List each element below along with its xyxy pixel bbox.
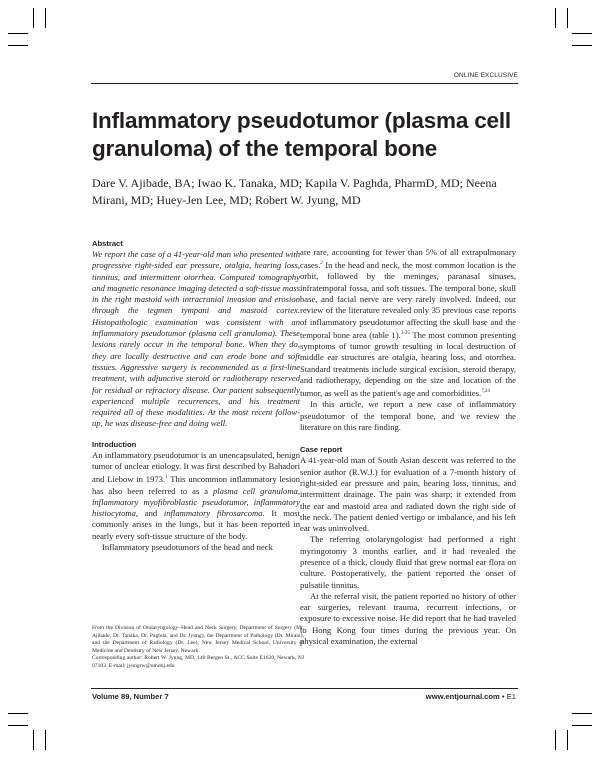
text-run: are rare, accounting for fewer than 5% of all extrapulmonary cases. xyxy=(300,247,516,271)
crop-mark xyxy=(33,8,34,28)
case-report-heading: Case report xyxy=(300,445,343,455)
text-run: The most common presenting symptoms of tumor growth resulting in local destruction of middle ear structures are otalgia, hearing loss, and otorrhea. Standard treatments include surgical excision, steroid therapy, and radiotherapy, depending on the size and location of the tumor, as well as the patient's age and comorbidities. xyxy=(300,329,516,399)
section-label: ONLINE EXCLUSIVE xyxy=(453,72,518,79)
crop-mark xyxy=(8,725,28,726)
citation-ref: 2 xyxy=(320,261,323,267)
body-paragraph: In this article, we report a new case of inflammatory pseudotumor of the temporal bone, and we review the literature on this rare finding. xyxy=(300,399,516,433)
page-number: E1 xyxy=(506,692,516,701)
abstract-text: We report the case of a 41-year-old man who presented with progressive right-sided ear pressure, otalgia, hearing loss, tinnitus, and intermittent otorrhea. Computed tomography and magnetic resonance imaging detected a soft-tissue mass in the right mastoid with intracranial invasion and erosion through the tegmen tympani and mastoid cortex. Histopathologic examination was consistent with an inflammatory pseudotumor (plasma cell granuloma). These lesions rarely occur in the temporal bone. When they do, they are locally destructive and can erode bone and soft tissues. Aggressive surgery is recommended as a first-line treatment, with adjunctive steroid or radiotherapy reserved for residual or refractory disease. Our patient subsequently experienced multiple recurrences, and his treatment required all of these modalities. At the most recent follow-up, he was disease-free and doing well. xyxy=(92,249,300,429)
journal-website: www.entjournal.com xyxy=(425,692,500,701)
case-paragraph: A 41-year-old man of South Asian descent was referred to the senior author (R.W.J.) for evaluation of a 7-month history of right-sided ear pressure and pain, hearing loss, tinnitus, and intermittent drainage. The pain was sharp; it extended from the ear and mastoid area and radiated down the right side of the neck. The patient denied vertigo or imbalance, and his left ear was uninvolved. xyxy=(300,455,516,534)
bullet-separator: • xyxy=(501,692,505,701)
abstract-heading: Abstract xyxy=(92,239,123,248)
crop-mark xyxy=(567,730,568,750)
affiliation-text: From the Division of Otolaryngology–Head and Neck Surgery, Department of Surgery (Mr. Ajibade, Dr. Tanaka, Dr. Paghda, and Dr. Jyung), the Department of Pathology (Dr. Mirani), and the Department of Radiology (Dr. Lee), New Jersey Medical School, University of Medicine and Dentistry of New Jersey, Newark. xyxy=(92,625,304,654)
text-run: and xyxy=(138,508,164,519)
crop-mark xyxy=(572,713,592,714)
corresponding-author: Corresponding author: Robert W. Jyung, MD, 140 Bergen St., ACC Suite E1620, Newark, NJ 07103. E-mail: jyungrw@umdnj.edu xyxy=(92,655,304,669)
author-list: Dare V. Ajibade, BA; Iwao K. Tanaka, MD; Kapila V. Paghda, PharmD, MD; Neena Mirani, MD; Huey-Jen Lee, MD; Robert W. Jyung, MD xyxy=(92,176,497,207)
crop-mark xyxy=(567,8,568,28)
article-title: Inflammatory pseudotumor (plasma cell granuloma) of the temporal bone xyxy=(92,108,511,161)
crop-mark xyxy=(572,725,592,726)
citation-ref: 3-25 xyxy=(400,330,410,336)
author-affiliation xyxy=(92,625,304,671)
left-column xyxy=(92,238,300,553)
italic-term: plasma cell granuloma, inflammatory myofibroblastic pseudotumor, inflammatory histiocytoma, xyxy=(92,485,300,519)
footer-page-info xyxy=(426,692,516,701)
introduction-paragraph: Inflammatory pseudotumors of the head and neck xyxy=(102,541,273,552)
text-run: An inflammatory pseudotumor is an unencapsulated, benign tumor of unclear etiology. It was first described by Bahadori and Liebow in 1973. xyxy=(92,449,300,485)
volume-label: Volume 89, Number 7 xyxy=(92,692,169,701)
introduction-heading: Introduction xyxy=(92,439,137,449)
crop-mark xyxy=(45,8,46,28)
citation-ref: 7,24 xyxy=(481,389,490,395)
crop-mark xyxy=(555,730,556,750)
case-paragraph: At the referral visit, the patient reported no history of other ear surgeries, relevant trauma, recurrent infections, or exposure to excessive noise. He did report that he had traveled to Hong Kong four times during the previous year. On physical examination, the external xyxy=(300,590,516,647)
crop-mark xyxy=(572,45,592,46)
crop-mark xyxy=(45,730,46,750)
citation-ref: 1 xyxy=(165,475,168,481)
case-paragraph: The referring otolaryngologist had performed a right myringotomy 3 months earlier, and it had revealed the presence of a thick, cloudy fluid that grew normal ear flora on culture. Postoperatively, the patient reported the onset of pulsatile tinnitus. xyxy=(300,534,516,590)
footer-rule xyxy=(91,688,518,689)
crop-mark xyxy=(572,33,592,34)
text-run: This uncommon inflammatory lesion has also been referred to as a xyxy=(92,474,300,496)
right-column xyxy=(300,247,516,647)
introduction-paragraph xyxy=(92,450,300,542)
text-run: In the head and neck, the most common location is the orbit, followed by the meninges, paranasal sinuses, infratemporal fossa, and soft tissues. The temporal bone, skull base, and facial nerve are very rarely involved. Indeed, our review of the literature revealed only 35 previous case reports of inflammatory pseudotumor affecting the skull base and the temporal bone area (table 1). xyxy=(300,260,516,340)
header-rule xyxy=(91,83,518,84)
text-run: It most commonly arises in the lungs, but it has been reported in nearly every soft-tissue structure of the body. xyxy=(92,508,300,541)
crop-mark xyxy=(8,713,28,714)
italic-term: inflammatory fibrosarcoma. xyxy=(163,508,265,519)
crop-mark xyxy=(8,45,28,46)
body-paragraph xyxy=(300,247,516,399)
crop-mark xyxy=(8,33,28,34)
crop-mark xyxy=(555,8,556,28)
crop-mark xyxy=(33,730,34,750)
